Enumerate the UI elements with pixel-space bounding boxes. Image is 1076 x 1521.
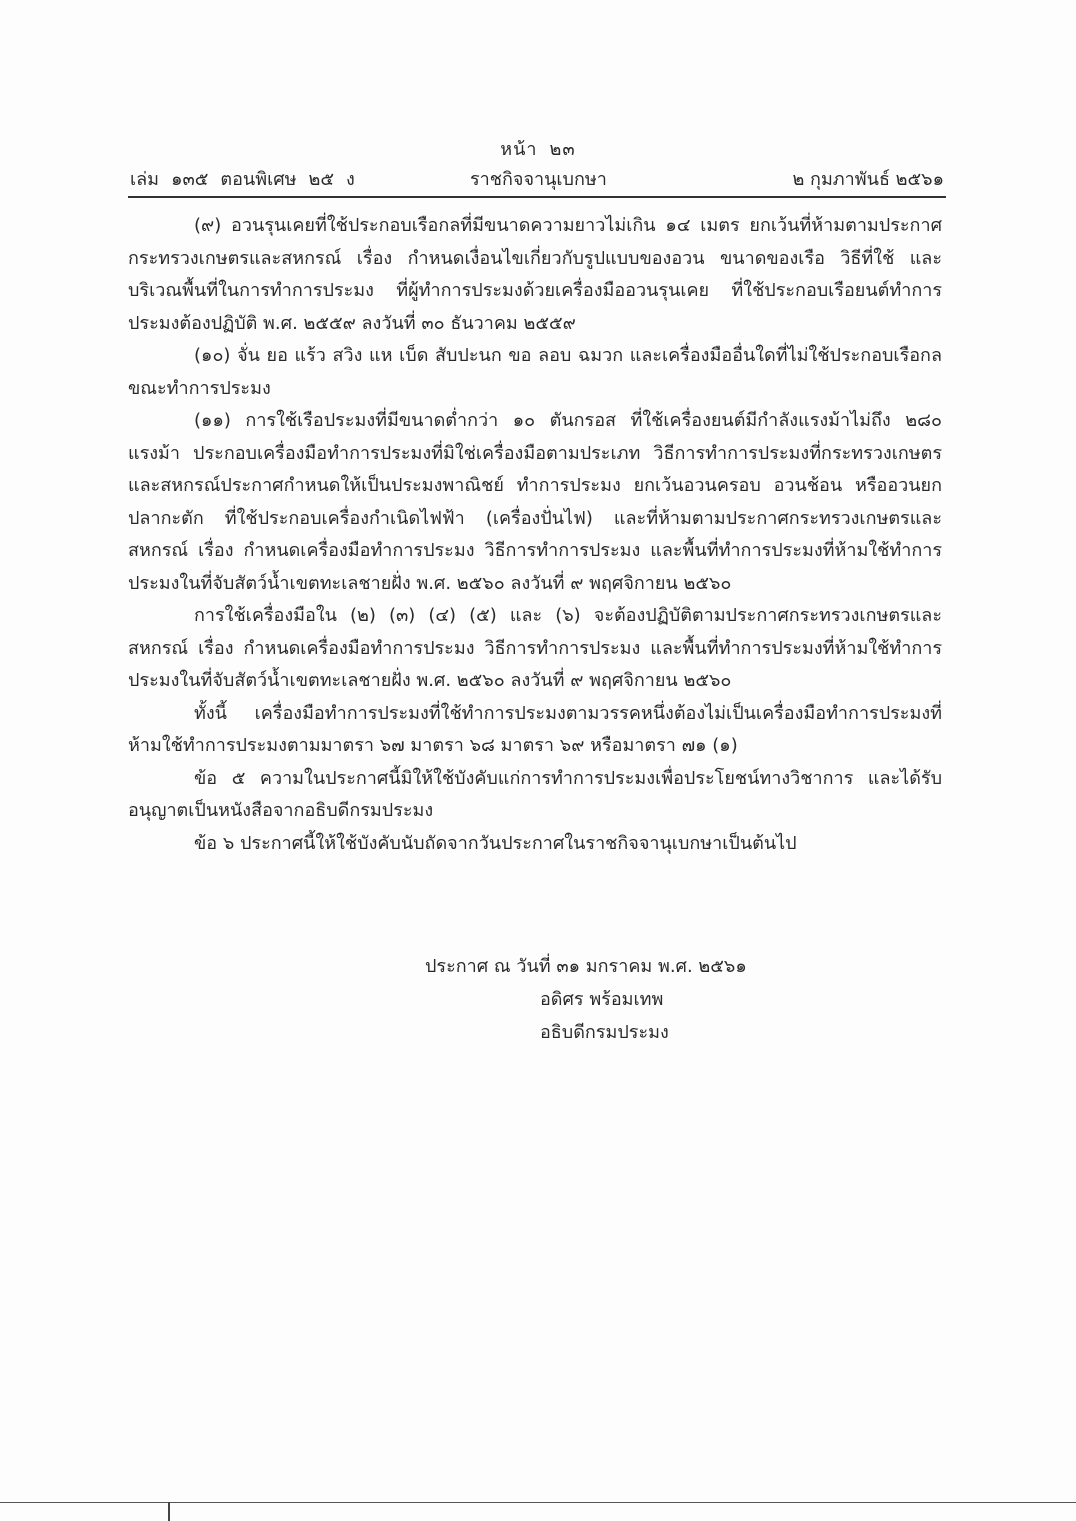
publication-name: ราชกิจจานุเบกษา	[470, 169, 607, 190]
volume-label: เล่ม	[130, 169, 160, 190]
running-header	[130, 164, 944, 194]
paragraph-equipment-usage: การใช้เครื่องมือใน (๒) (๓) (๔) (๕) และ (๖) จะต้องปฏิบัติตามประกาศกระทรวงเกษตรและสหกรณ์ เรื่อง กำหนดเครื่องมือทำการประมง วิธีการทำการประมง และพื้นที่ทำการประมงที่ห้ามใช้ทำการประมงในที่จับสัตว์น้ำเขตทะเลชายฝั่ง พ.ศ. ๒๕๖๐ ลงวันที่ ๙ พฤศจิกายน ๒๕๖๐	[128, 605, 942, 691]
volume-info	[130, 164, 367, 193]
page-number-value: ๒๓	[549, 139, 576, 160]
footer-mark	[168, 1502, 170, 1521]
paragraph-item-9: (๙) อวนรุนเคยที่ใช้ประกอบเรือกลที่มีขนาดความยาวไม่เกิน ๑๔ เมตร ยกเว้นที่ห้ามตามประกาศกระทรวงเกษตรและสหกรณ์ เรื่อง กำหนดเงื่อนไขเกี่ยวกับรูปแบบของอวน ขนาดของเรือ วิธีที่ใช้ และบริเวณพื้นที่ในการทำการประมง ที่ผู้ทำการประมงด้วยเครื่องมืออวนรุนเคย ที่ใช้ประกอบเรือยนต์ทำการประมงต้องปฏิบัติ พ.ศ. ๒๕๕๙ ลงวันที่ ๓๐ ธันวาคม ๒๕๕๙	[128, 215, 942, 334]
signatory-title: อธิบดีกรมประมง	[540, 1022, 669, 1043]
issue-number: ๒๕	[308, 169, 335, 190]
issue-label: ตอนพิเศษ	[220, 169, 297, 190]
paragraph-item-11: (๑๑) การใช้เรือประมงที่มีขนาดต่ำกว่า ๑๐ ตันกรอส ที่ใช้เครื่องยนต์มีกำลังแรงม้าไม่ถึง ๒๘๐ แรงม้า ประกอบเครื่องมือทำการประมงที่มิใช่เครื่องมือตามประเภท วิธีการทำการประมงที่กระทรวงเกษตรและสหกรณ์ประกาศกำหนดให้เป็นประมงพาณิชย์ ทำการประมง ยกเว้นอวนครอบ อวนช้อน หรืออวนยกปลากะตัก ที่ใช้ประกอบเครื่องกำเนิดไฟฟ้า (เครื่องปั่นไฟ) และที่ห้ามตามประกาศกระทรวงเกษตรและสหกรณ์ เรื่อง กำหนดเครื่องมือทำการประมง วิธีการทำการประมง และพื้นที่ทำการประมงที่ห้ามใช้ทำการประมงในที่จับสัตว์น้ำเขตทะเลชายฝั่ง พ.ศ. ๒๕๖๐ ลงวันที่ ๙ พฤศจิกายน ๒๕๖๐	[128, 410, 942, 594]
page-label: หน้า	[500, 139, 538, 160]
paragraph-clause-6: ข้อ ๖ ประกาศนี้ให้ใช้บังคับนับถัดจากวันประกาศในราชกิจจานุเบกษาเป็นต้นไป	[194, 832, 797, 854]
volume-number: ๑๓๕	[171, 169, 209, 190]
paragraph-item-10: (๑๐) จั่น ยอ แร้ว สวิง แห เบ็ด สับปะนก ขอ ลอบ ฉมวก และเครื่องมืออื่นใดที่ไม่ใช้ประกอบเรือกลขณะทำการประมง	[128, 345, 942, 399]
signatory-name: อดิศร พร้อมเทพ	[540, 989, 664, 1010]
page-number	[0, 134, 1076, 163]
footer-divider	[0, 1502, 1076, 1503]
issue-suffix: ง	[346, 169, 355, 190]
header-divider	[128, 196, 946, 198]
publication-date: ๒ กุมภาพันธ์ ๒๕๖๑	[792, 169, 944, 190]
announcement-date: ประกาศ ณ วันที่ ๓๑ มกราคม พ.ศ. ๒๕๖๑	[425, 956, 747, 977]
document-body	[128, 210, 942, 860]
paragraph-prohibition: ทั้งนี้ เครื่องมือทำการประมงที่ใช้ทำการประมงตามวรรคหนึ่งต้องไม่เป็นเครื่องมือทำการประมงที่ห้ามใช้ทำการประมงตามมาตรา ๖๗ มาตรา ๖๘ มาตรา ๖๙ หรือมาตรา ๗๑ (๑)	[128, 702, 942, 756]
paragraph-clause-5: ข้อ ๕ ความในประกาศนี้มิให้ใช้บังคับแก่การทำการประมงเพื่อประโยชน์ทางวิชาการ และได้รับอนุญาตเป็นหนังสือจากอธิบดีกรมประมง	[128, 767, 942, 821]
